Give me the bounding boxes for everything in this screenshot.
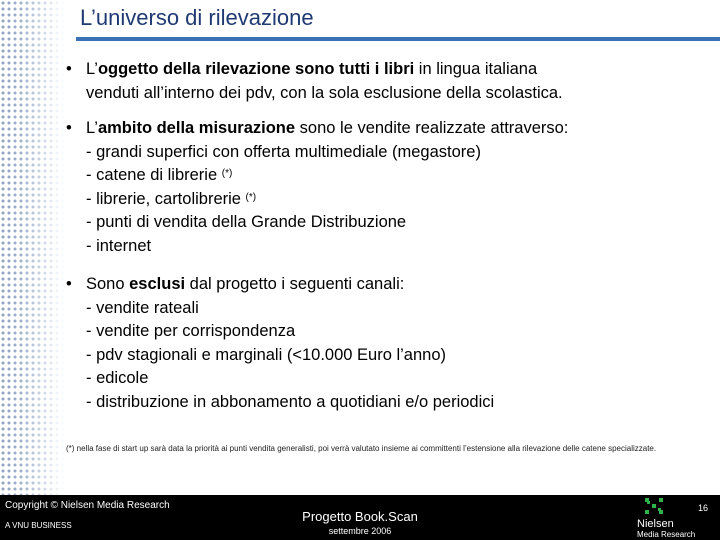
footnote-marker: (*) [221,168,233,179]
slide-content [66,58,706,414]
list-item: - distribuzione in abbonamento a quotidiani e/o periodici [86,392,495,411]
list-item: - internet [86,236,152,255]
dotted-pattern-fade [0,0,66,495]
bullet-ambito [66,117,706,258]
bullet-line: Sono esclusi dal progetto i seguenti canali: [86,275,405,293]
list-item: - grandi superfici con offerta multimediale (megastore) [86,142,481,161]
list-item: - punti di vendita della Grande Distribuzione [86,213,407,231]
list-item: - vendite per corrispondenza [86,322,296,340]
list-item: - pdv stagionali e marginali (<10.000 Euro l’anno) [86,345,447,364]
slide-title: L’universo di rilevazione [80,5,314,30]
bullet-oggetto [66,58,706,105]
slide-footer [0,495,720,540]
nielsen-logo-icon [645,498,663,514]
company-text: A VNU BUSINESS [5,521,72,530]
brand-name: Nielsen [637,518,674,530]
bullet-line: venduti all’interno dei pdv, con la sola esclusione della scolastica. [86,83,563,102]
brand-subtitle: Media Research [637,530,696,539]
bullet-line: L’ambito della misurazione sono le vendite realizzate attraverso: [86,119,569,137]
footnote-marker: (*) [245,191,257,203]
footer-date: settembre 2006 [328,526,392,536]
project-name: Progetto Book.Scan [302,509,418,524]
bullet-marker: • [66,60,72,78]
list-item: - edicole [86,369,149,387]
footnote: (*) nella fase di start up sarà data la priorità ai punti vendita generalisti, poi verrà valutato insieme ai committenti l’estensione alla rilevazione delle catene specializzate. [66,444,657,453]
copyright-text: Copyright © Nielsen Media Research [5,500,170,511]
list-item: - vendite rateali [86,298,199,317]
bullet-line: L’oggetto della rilevazione sono tutti i libri in lingua italiana [86,60,538,78]
bullet-marker: • [66,119,72,137]
list-item: - librerie, cartolibrerie (*) [86,189,257,208]
title-underline [76,37,720,41]
bullet-marker: • [66,275,72,293]
list-item: - catene di librerie (*) [86,166,233,184]
bullet-esclusi [66,273,706,414]
page-number: 16 [697,503,708,513]
